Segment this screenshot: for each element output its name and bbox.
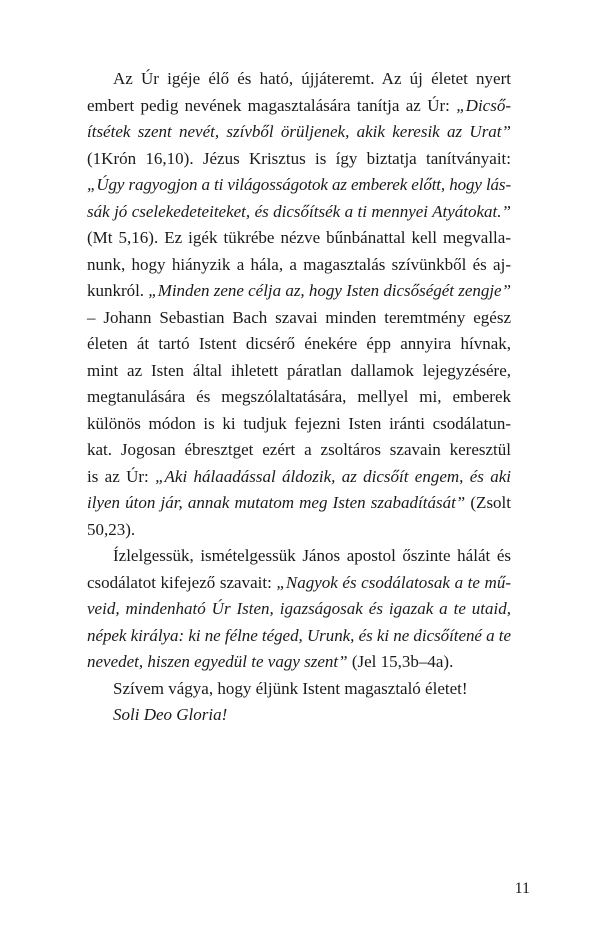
body-text-segment: (Zsolt [465,493,512,512]
text-line [87,437,511,464]
text-line [87,543,511,570]
body-text-segment: mint az Isten által ihletett páratlan dallamok lejegyzésére, [87,360,511,380]
text-line [87,331,511,358]
italic-quote-text: „Nagyok és csodálatosak a te mű- [276,572,511,592]
italic-quote-text: ítsétek szent nevét, szívből örüljenek, akik keresik az Urat” [87,122,511,141]
text-line [87,199,511,226]
body-text-segment: (Jel 15,3b–4a). [347,652,454,671]
italic-quote-text: nevedet, hiszen egyedül te vagy szent” [87,652,348,671]
text-line [87,93,511,120]
body-text-segment: is az Úr: [87,466,156,486]
text-line [87,119,511,146]
italic-quote-text: „Minden zene célja az, hogy Isten dicsőségét zengje” [148,281,512,300]
italic-quote-text: veid, mindenható Úr Isten, igazságosak és igazak a te utaid, [87,599,511,618]
text-line [87,649,511,676]
text-line [87,517,511,544]
text-line [87,278,511,305]
text-line [87,252,511,279]
body-text-segment: kat. Jogosan ébresztget ezért a zsoltáros szavain keresztül [87,440,511,459]
body-text-segment: életen át tartó Istent dicsérő énekére épp annyira hívnak, [87,334,511,353]
text-line [87,676,511,703]
text-line [87,172,511,199]
text-line [87,702,511,729]
body-text-segment: Ízlelgessük, ismételgessük János apostol őszinte hálát és [113,546,511,565]
text-line [87,225,511,252]
text-line [87,490,511,517]
text-line [87,596,511,623]
italic-quote-text: sák jó cselekedeteiteket, és dicsőítsék a ti mennyei Atyátokat.” [87,201,511,221]
text-line [87,146,511,173]
body-text-segment: Az Úr igéje élő és ható, újjáteremt. Az új életet nyert [113,69,511,88]
text-line [87,570,511,597]
text-line [87,464,511,491]
body-text-segment: embert pedig nevének magasztalására tanítja az Úr: [87,95,457,115]
body-text-segment: (Mt 5,16). Ez igék tükrébe nézve bűnbánattal kell megvalla- [87,228,511,247]
text-line [87,411,511,438]
body-text-segment: 50,23). [87,519,136,539]
body-text-segment: kunkról. [87,281,149,300]
body-text [87,66,511,729]
text-line [87,384,511,411]
italic-quote-text: „Dicső- [456,95,511,115]
italic-quote-text: ilyen úton jár, annak mutatom meg Isten szabadítását” [87,493,466,512]
text-line [87,358,511,385]
body-text-segment: csodálatot kifejező szavait: [87,572,277,592]
body-text-segment: – Johann Sebastian Bach szavai minden teremtmény egész [87,307,511,327]
body-text-segment: Szívem vágya, hogy éljünk Istent magasztaló életet! [113,678,468,698]
italic-quote-text: „Aki hálaadással áldozik, az dicsőít engem, és aki [155,466,512,486]
italic-quote-text: Soli Deo Gloria! [113,705,228,724]
body-text-segment: (1Krón 16,10). Jézus Krisztus is így biztatja tanítványait: [87,148,511,168]
body-text-segment: megtanulására és megszólaltatására, mellyel mi, emberek [87,387,511,406]
italic-quote-text: „Úgy ragyogjon a ti világosságotok az emberek előtt, hogy lás- [87,175,511,194]
text-line [87,66,511,93]
body-text-segment: nunk, hogy hiányzik a hála, a magasztalás szívünkből és aj- [87,254,511,274]
page-number: 11 [514,880,530,897]
text-line [87,623,511,650]
italic-quote-text: népek királya: ki ne félne téged, Urunk, és ki ne dicsőítené a te [87,625,511,645]
text-line [87,305,511,332]
body-text-segment: különös módon is ki tudjuk fejezni Isten iránti csodálatun- [87,413,511,433]
